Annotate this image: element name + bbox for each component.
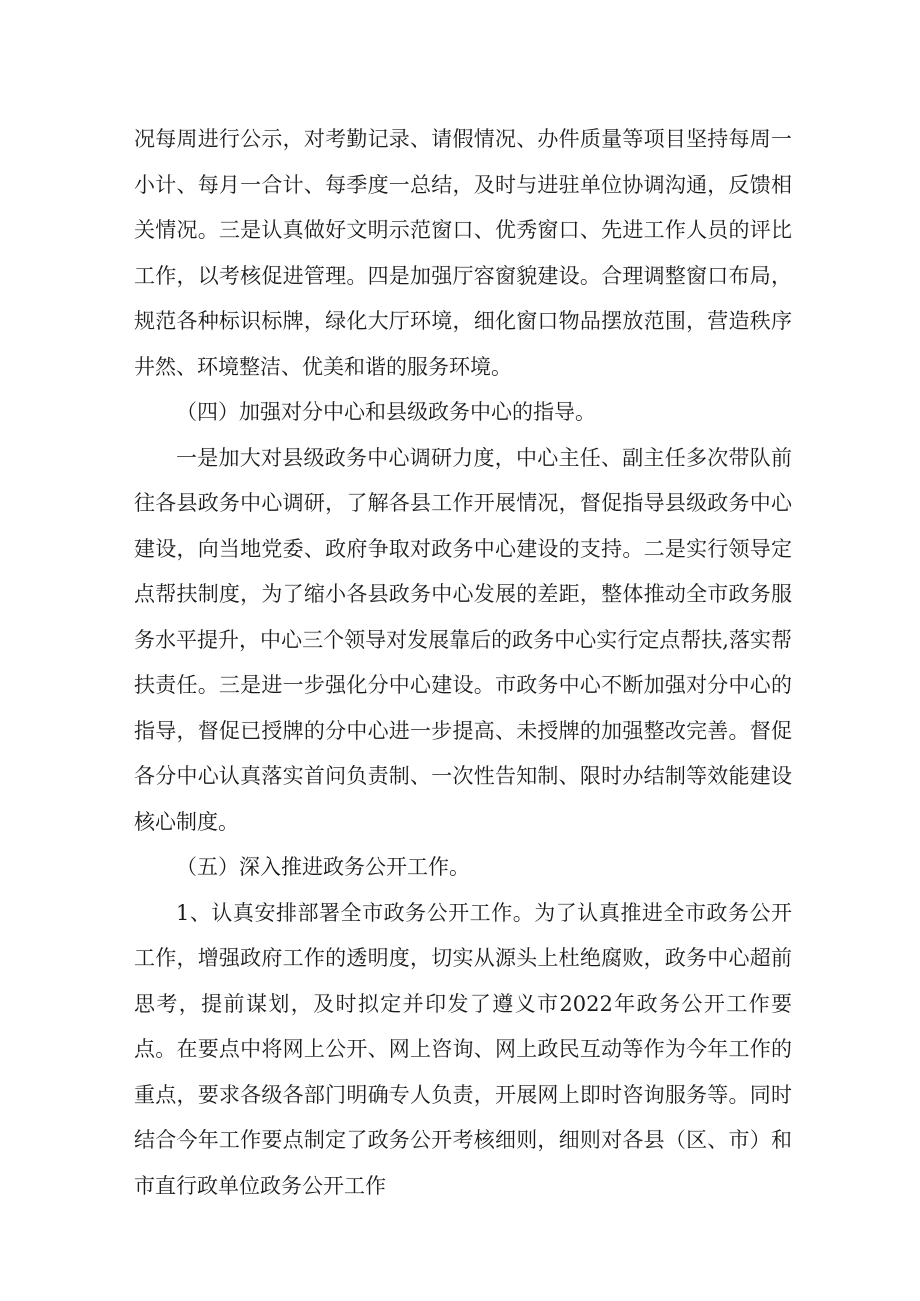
document-body (134, 117, 792, 1209)
paragraph-county-guidance: 一是加大对县级政务中心调研力度，中心主任、副主任多次带队前往各县政务中心调研，了解各县工作开展情况，督促指导县级政务中心建设，向当地党委、政府争取对政务中心建设的支持。二是实行领导定点帮扶制度，为了缩小各县政务中心发展的差距，整体推动全市政务服务水平提升，中心三个领导对发展靠后的政务中心实行定点帮扶,落实帮扶责任。三是进一步强化分中心建设。市政务中心不断加强对分中心的指导，督促已授牌的分中心进一步提高、未授牌的加强整改完善。督促各分中心认真落实首问负责制、一次性告知制、限时办结制等效能建设核心制度。 (134, 445, 792, 834)
section-heading-four: （四）加强对分中心和县级政务中心的指导。 (176, 400, 596, 424)
section-heading-five: （五）深入推进政务公开工作。 (176, 855, 470, 879)
paragraph-government-affairs-disclosure: 1、认真安排部署全市政务公开工作。为了认真推进全市政务公开工作，增强政府工作的透明度，切实从源头上杜绝腐败，政务中心超前思考，提前谋划，及时拟定并印发了遵义市2022年政务公开工作要点。在要点中将网上公开、网上咨询、网上政民互动等作为今年工作的重点，要求各级各部门明确专人负责，开展网上即时咨询服务等。同时结合今年工作要点制定了政务公开考核细则，细则对各县（区、市）和市直行政单位政务公开工作 (134, 900, 792, 1198)
paragraph-continuation: 况每周进行公示，对考勤记录、请假情况、办件质量等项目坚持每周一小计、每月一合计、每季度一总结，及时与进驻单位协调沟通，反馈相关情况。三是认真做好文明示范窗口、优秀窗口、先进工作人员的评比工作，以考核促进管理。四是加强厅容窗貌建设。合理调整窗口布局，规范各种标识标牌，绿化大厅环境，细化窗口物品摆放范围，营造秩序井然、环境整洁、优美和谐的服务环境。 (134, 127, 792, 379)
